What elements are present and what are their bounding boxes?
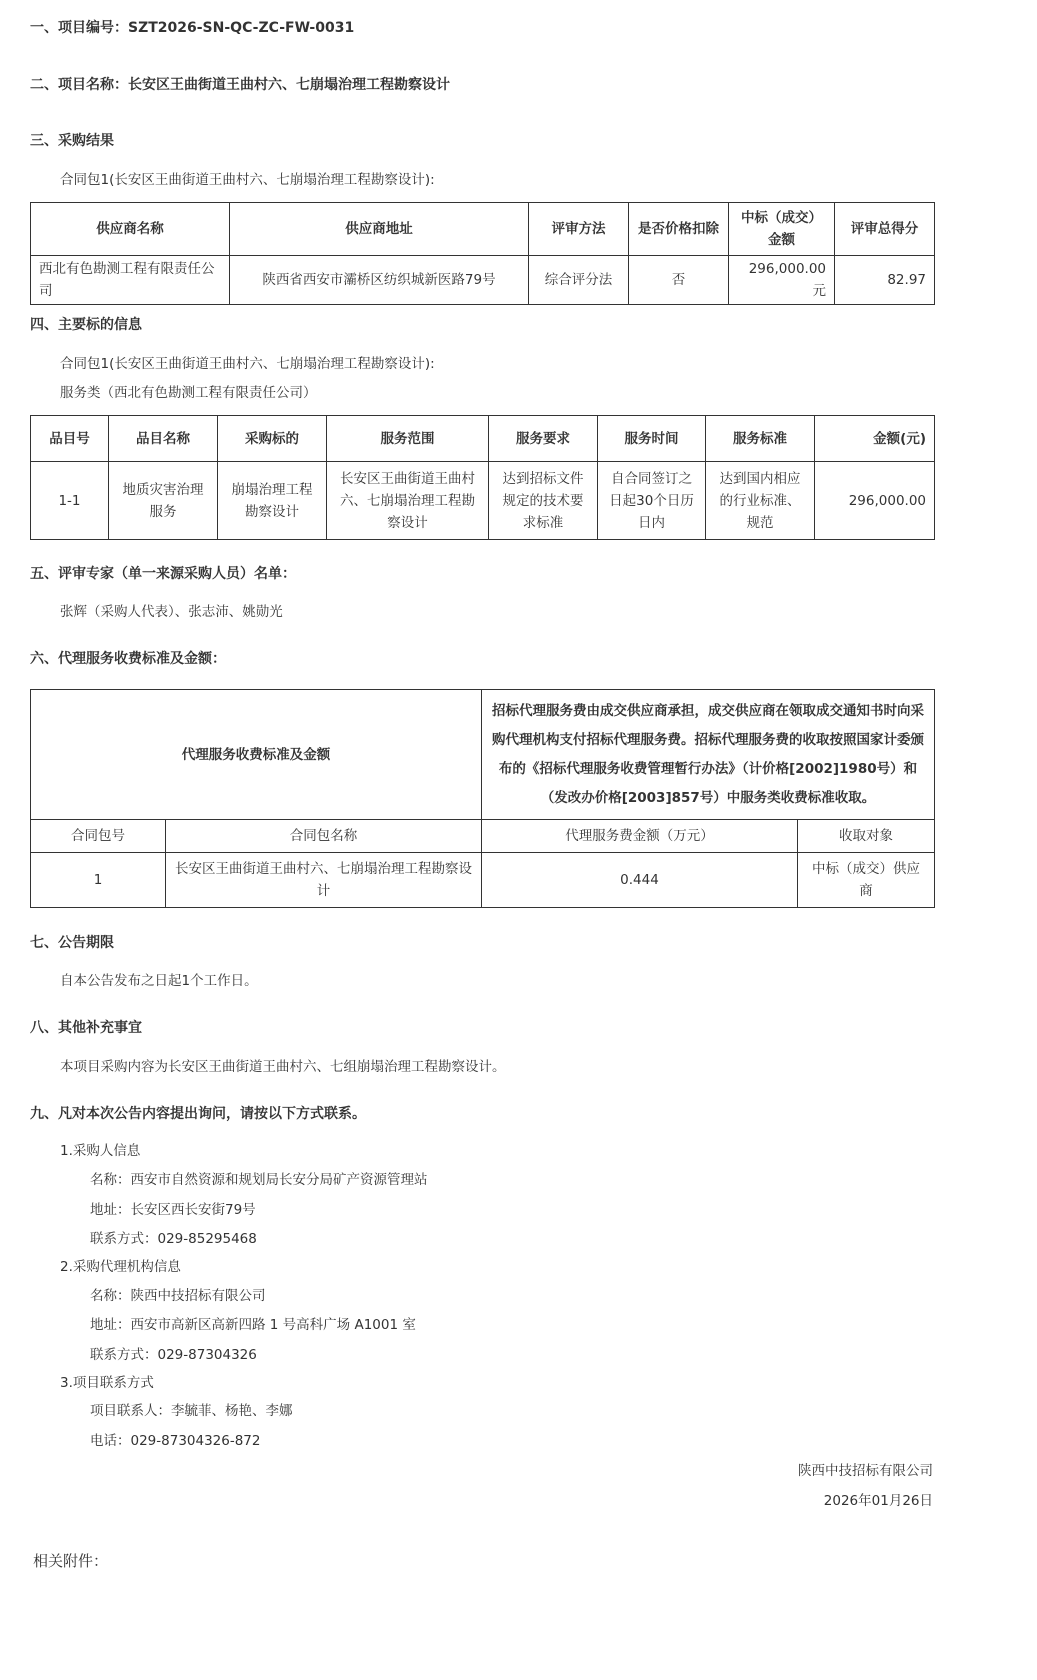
table-row <box>31 853 935 908</box>
agency-phone: 联系方式：029-87304326 <box>90 1347 257 1363</box>
agency-name: 名称：陕西中技招标有限公司 <box>90 1288 266 1304</box>
contact-title: 3.项目联系方式 <box>60 1375 154 1391</box>
agency-address: 地址：西安市高新区高新四路 1 号高科广场 A1001 室 <box>90 1317 416 1333</box>
table-header: 采购标的 <box>218 416 327 462</box>
table-header: 是否价格扣除 <box>629 203 729 256</box>
table-header: 合同包号 <box>31 820 166 853</box>
section-title-items: 四、主要标的信息 <box>30 317 142 333</box>
table-cell: 达到国内相应的行业标准、规范 <box>706 462 815 540</box>
table-header: 品目号 <box>31 416 109 462</box>
section-title-experts: 五、评审专家（单一来源采购人员）名单： <box>30 566 296 582</box>
project-name-label: 二、项目名称： <box>30 77 128 93</box>
agency-title: 2.采购代理机构信息 <box>60 1259 181 1275</box>
table-header: 合同包名称 <box>166 820 482 853</box>
table-cell: 综合评分法 <box>529 256 629 305</box>
project-number-value: SZT2026-SN-QC-ZC-FW-0031 <box>128 20 355 36</box>
table-header: 供应商地址 <box>230 203 529 256</box>
purchaser-address: 地址：长安区西长安街79号 <box>90 1202 256 1218</box>
items-package: 合同包1(长安区王曲街道王曲村六、七崩塌治理工程勘察设计): <box>60 356 435 372</box>
purchaser-name: 名称：西安市自然资源和规划局长安分局矿产资源管理站 <box>90 1172 428 1188</box>
table-cell: 自合同签订之日起30个日历日内 <box>598 462 706 540</box>
table-cell: 长安区王曲街道王曲村六、七崩塌治理工程勘察设计 <box>327 462 489 540</box>
table-header: 金额(元) <box>815 416 935 462</box>
table-cell: 长安区王曲街道王曲村六、七崩塌治理工程勘察设计 <box>166 853 482 908</box>
contact-phone: 电话：029-87304326-872 <box>90 1433 261 1449</box>
table-cell: 82.97 <box>835 256 935 305</box>
section-title-fees: 六、代理服务收费标准及金额： <box>30 651 226 667</box>
project-number <box>30 17 354 37</box>
table-cell: 崩塌治理工程勘察设计 <box>218 462 327 540</box>
table-header: 服务要求 <box>489 416 598 462</box>
result-package: 合同包1(长安区王曲街道王曲村六、七崩塌治理工程勘察设计): <box>60 172 435 188</box>
expert-names: 张辉（采购人代表）、张志沛、姚勋光 <box>60 604 283 620</box>
table-header: 代理服务费金额（万元） <box>482 820 798 853</box>
project-name-value: 长安区王曲街道王曲村六、七崩塌治理工程勘察设计 <box>128 77 450 93</box>
table-cell: 1 <box>31 853 166 908</box>
table-cell: 陕西省西安市灞桥区纺织城新医路79号 <box>230 256 529 305</box>
table-cell: 296,000.00元 <box>729 256 835 305</box>
project-name <box>30 74 450 94</box>
other-text: 本项目采购内容为长安区王曲街道王曲村六、七组崩塌治理工程勘察设计。 <box>60 1059 506 1075</box>
table-header: 服务时间 <box>598 416 706 462</box>
fee-table <box>30 689 935 908</box>
purchaser-phone: 联系方式：029-85295468 <box>90 1231 257 1247</box>
table-cell: 达到招标文件规定的技术要求标准 <box>489 462 598 540</box>
table-header-row <box>31 820 935 853</box>
fee-standard-label: 代理服务收费标准及金额 <box>31 690 482 820</box>
table-cell: 否 <box>629 256 729 305</box>
items-table <box>30 415 935 540</box>
table-header-row <box>31 203 935 256</box>
table-header: 供应商名称 <box>31 203 230 256</box>
table-cell: 1-1 <box>31 462 109 540</box>
table-header: 评审总得分 <box>835 203 935 256</box>
section-title-period: 七、公告期限 <box>30 935 114 951</box>
table-header: 收取对象 <box>798 820 935 853</box>
project-number-label: 一、项目编号： <box>30 20 128 36</box>
table-row <box>31 256 935 305</box>
table-header: 服务标准 <box>706 416 815 462</box>
purchaser-title: 1.采购人信息 <box>60 1143 141 1159</box>
section-title-other: 八、其他补充事宜 <box>30 1020 142 1036</box>
section-title-contact: 九、凡对本次公告内容提出询问，请按以下方式联系。 <box>30 1106 366 1122</box>
table-header: 品目名称 <box>109 416 218 462</box>
contact-people: 项目联系人：李毓菲、杨艳、李娜 <box>90 1403 293 1419</box>
fee-standard-text: 招标代理服务费由成交供应商承担，成交供应商在领取成交通知书时向采购代理机构支付招标代理服务费。招标代理服务费的收取按照国家计委颁布的《招标代理服务收费管理暂行办法》（计价格[2002]1980号）和（发改办价格[2003]857号）中服务类收费标准收取。 <box>482 690 935 820</box>
table-cell: 296,000.00 <box>815 462 935 540</box>
result-table <box>30 202 935 305</box>
section-title-result: 三、采购结果 <box>30 133 114 149</box>
footer-company: 陕西中技招标有限公司 <box>798 1463 933 1479</box>
table-cell: 地质灾害治理服务 <box>109 462 218 540</box>
table-row <box>31 462 935 540</box>
attachments-label: 相关附件： <box>33 1552 109 1570</box>
table-cell: 0.444 <box>482 853 798 908</box>
table-cell: 西北有色勘测工程有限责任公司 <box>31 256 230 305</box>
fee-standard-row <box>31 690 935 820</box>
items-category: 服务类（西北有色勘测工程有限责任公司） <box>60 385 317 401</box>
table-header: 服务范围 <box>327 416 489 462</box>
table-header-row <box>31 416 935 462</box>
table-cell: 中标（成交）供应商 <box>798 853 935 908</box>
footer-date: 2026年01月26日 <box>823 1493 933 1509</box>
table-header: 评审方法 <box>529 203 629 256</box>
period-text: 自本公告发布之日起1个工作日。 <box>60 973 258 989</box>
table-header: 中标（成交）金额 <box>729 203 835 256</box>
